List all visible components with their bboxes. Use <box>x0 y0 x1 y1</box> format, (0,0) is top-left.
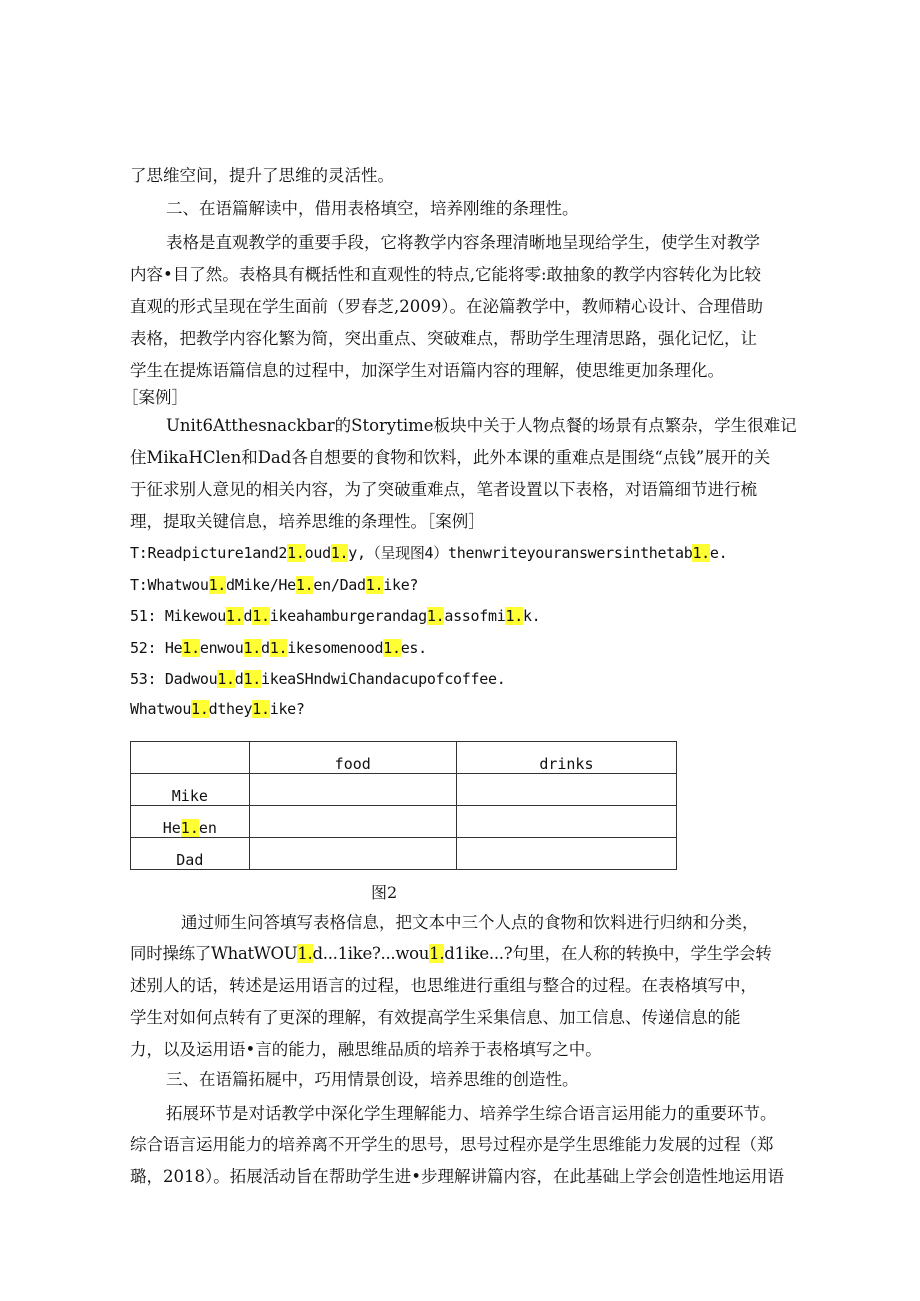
highlight: 1. <box>252 607 270 625</box>
table-row <box>131 806 677 838</box>
text-run: He <box>162 819 181 837</box>
text-run: 51: Mikewou <box>130 607 227 625</box>
highlight: 1. <box>295 576 314 594</box>
table-cell <box>249 774 456 806</box>
paragraph-line: Unit6Atthesnackbar的Storytime板块中关于人物点餐的场景有点繁杂，学生很难记 <box>166 416 797 435</box>
highlight: 1. <box>297 944 313 963</box>
paragraph-line: 内容•目了然。表格具有概括性和直观性的特点,它能将零:敢抽象的教学内容转化为比较 <box>130 265 762 284</box>
text-run: dMike/He <box>226 576 296 594</box>
text-run: dthey <box>208 700 253 718</box>
text-run: d1ike...?句里，在人称的转换中，学生学会转 <box>444 944 772 963</box>
table-cell <box>456 838 676 870</box>
paragraph-line: 理，提取关键信息，培养思维的条理性。［案例］ <box>130 512 485 531</box>
paragraph-line: 拓展环节是对话教学中深化学生理解能力、培养学生综合语言运用能力的重要环节。 <box>166 1104 777 1123</box>
highlight: 1. <box>429 944 445 963</box>
text-run: oud <box>304 544 331 562</box>
text-run: ikeahamburgerandag <box>269 607 427 625</box>
text-run: Whatwou <box>130 700 192 718</box>
highlight: 1. <box>692 544 710 562</box>
table-row <box>131 774 677 806</box>
paragraph-line: 通过师生问答填写表格信息，把文本中三个人点的食物和饮料进行归纳和分类， <box>181 913 759 932</box>
paragraph-line: 表格是直观教学的重要手段，它将教学内容条理清晰地呈现给学生，使学生对教学 <box>166 233 760 252</box>
paragraph-line: 学生在提炼语篇信息的过程中，加深学生对语篇内容的理解，使思维更加条理化。 <box>130 361 724 380</box>
text-run: d...1ike?...wou <box>312 944 430 963</box>
highlight: 1. <box>243 670 261 688</box>
table-row-label <box>131 774 250 806</box>
highlight: 1. <box>330 544 349 562</box>
text-run: es. <box>400 639 427 657</box>
paragraph-line: 住MikaHClen和Dad各自想要的食物和饮料，此外本课的重难点是围绕“点钱”展开的关 <box>130 448 771 467</box>
table-header-cell: drinks <box>456 742 676 774</box>
case-label: ［案例］ <box>122 388 188 407</box>
paragraph-line: 学生对如何点转有了更深的理解，有效提高学生采集信息、加工信息、传递信息的能 <box>130 1008 741 1027</box>
text-run: y,（呈现图4）thenwriteyouranswersinthetab <box>348 544 693 562</box>
highlight: 1. <box>226 607 244 625</box>
answer-table <box>130 741 677 870</box>
text-run: 同时操练了WhatWOU <box>130 944 298 963</box>
highlight: 1. <box>180 819 199 837</box>
text-run: d <box>234 670 244 688</box>
text-run: 53: Dadwou <box>130 670 218 688</box>
text-run: en <box>198 819 217 837</box>
exercise-line-q <box>130 698 305 720</box>
text-run: d <box>260 639 270 657</box>
table-header-row <box>131 742 677 774</box>
exercise-line-t2 <box>130 574 418 596</box>
paragraph-line: 直观的形式呈现在学生面前（罗春芝,2009）。在泌篇教学中，教师精心设计、合理借助 <box>130 297 763 316</box>
table-cell <box>456 774 676 806</box>
text-run: Dad <box>176 851 204 869</box>
paragraph-line-mixed <box>130 943 771 965</box>
highlight: 1. <box>365 576 384 594</box>
text-run: assofmi <box>444 607 506 625</box>
text-run: ikesomenood <box>287 639 384 657</box>
highlight: 1. <box>426 607 445 625</box>
paragraph-line: 璐，2018）。拓展活动旨在帮助学生进•步理解讲篇内容，在此基础上学会创造性地运用语 <box>130 1167 784 1186</box>
paragraph-line: 于征求别人意见的相关内容，为了突破重难点，笔者设置以下表格，对语篇细节进行梳 <box>130 480 757 499</box>
paragraph-line: 述别人的话，转述是运用语言的过程，也思维进行重组与整合的过程。在表格填写中， <box>130 976 757 995</box>
paragraph-line: 了思维空间，提升了思维的灵活性。 <box>130 166 394 185</box>
text-run: ike? <box>383 576 419 594</box>
table-cell <box>249 838 456 870</box>
table-header-cell: food <box>249 742 456 774</box>
highlight: 1. <box>252 700 270 718</box>
highlight: 1. <box>269 639 288 657</box>
table-row-label <box>131 838 250 870</box>
text-run: ikeaSHndwiChandacupofcoffee. <box>260 670 506 688</box>
paragraph-line: 表格，把教学内容化繁为简，突出重点、突破难点，帮助学生理清思路，强化记忆，让 <box>130 329 757 348</box>
section-heading: 三、在语篇拓屣中，巧用情景创设，培养思维的创造性。 <box>166 1070 579 1089</box>
figure-caption: 图2 <box>371 883 398 902</box>
text-run: e. <box>709 544 728 562</box>
text-run: k. <box>522 607 541 625</box>
highlight: 1. <box>383 639 401 657</box>
table-cell <box>456 806 676 838</box>
section-heading: 二、在语篇解读中，借用表格填空，培养刚维的条理性。 <box>166 199 579 218</box>
text-run: d <box>243 607 253 625</box>
highlight: 1. <box>208 576 227 594</box>
text-run: enwou <box>199 639 244 657</box>
text-run: T:Whatwou <box>130 576 209 594</box>
highlight: 1. <box>243 639 261 657</box>
text-run: en/Dad <box>313 576 366 594</box>
exercise-line-t1 <box>130 542 727 564</box>
highlight: 1. <box>287 544 305 562</box>
table-row-label <box>131 806 250 838</box>
paragraph-line: 力，以及运用语•言的能力，融思维品质的培养于表格填写之中。 <box>130 1040 602 1059</box>
table-cell <box>249 806 456 838</box>
paragraph-line: 综合语言运用能力的培养离不开学生的思号，思号过程亦是学生思维能力发展的过程（郑 <box>130 1135 774 1154</box>
table-row <box>131 838 677 870</box>
highlight: 1. <box>191 700 209 718</box>
table-header-cell <box>131 742 250 774</box>
text-run: 52: He <box>130 639 183 657</box>
exercise-line-s1 <box>130 605 540 627</box>
text-run: ike? <box>269 700 305 718</box>
highlight: 1. <box>505 607 523 625</box>
exercise-line-s3 <box>130 668 505 690</box>
highlight: 1. <box>182 639 200 657</box>
exercise-line-s2 <box>130 637 427 659</box>
highlight: 1. <box>217 670 235 688</box>
text-run: T:Readpicture1and2 <box>130 544 288 562</box>
text-run: Mike <box>171 787 208 805</box>
